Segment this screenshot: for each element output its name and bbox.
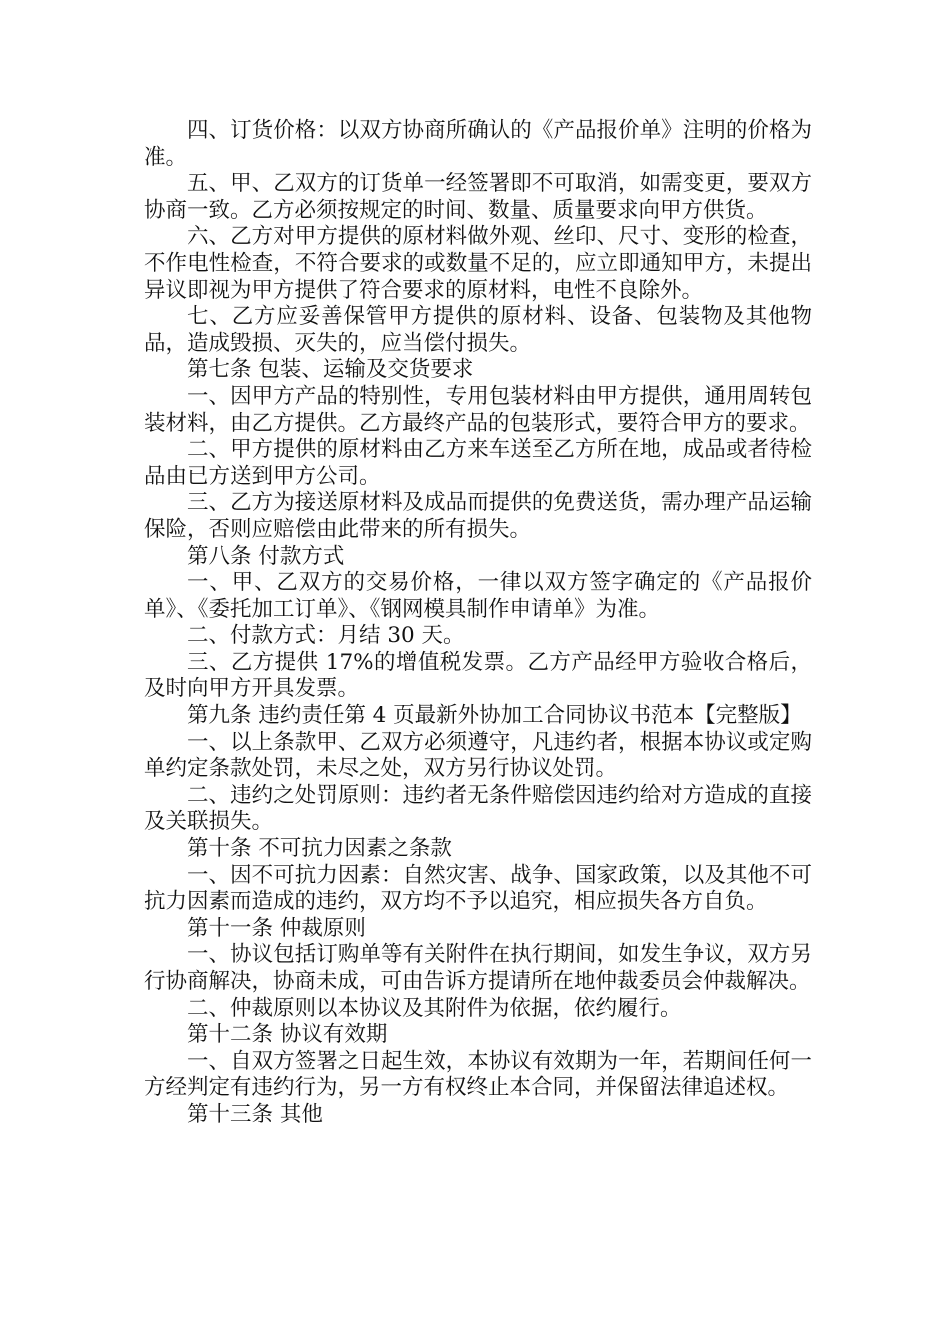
section-heading-article-13: 第十三条 其他: [187, 1101, 323, 1127]
section-heading-article-7: 第七条 包装、运输及交货要求: [187, 357, 474, 383]
paragraph-material-custody: 七、乙方应妥善保管甲方提供的原材料、设备、包装物及其他物品，造成毁损、灭失的，应当偿付损失。: [144, 304, 812, 356]
section-heading-article-12: 第十二条 协议有效期: [187, 1022, 388, 1048]
section-heading-article-11: 第十一条 仲裁原则: [187, 915, 366, 941]
paragraph-invoice: 三、乙方提供 17%的增值税发票。乙方产品经甲方验收合格后，及时向甲方开具发票。: [144, 649, 812, 702]
paragraph-arbitration-dispute: 一、协议包括订购单等有关附件在执行期间，如发生争议，双方另行协商解决，协商未成，可由告诉方提请所在地仲裁委员会仲裁解决。: [144, 942, 812, 994]
section-heading-article-8: 第八条 付款方式: [187, 543, 345, 569]
paragraph-transaction-price: 一、甲、乙双方的交易价格，一律以双方签字确定的《产品报价单》、《委托加工订单》、《钢网模具制作申请单》为准。: [144, 570, 812, 622]
paragraph-arbitration-principle: 二、仲裁原则以本协议及其附件为依据，依约履行。: [187, 995, 682, 1021]
paragraph-force-majeure: 一、因不可抗力因素：自然灾害、战争、国家政策，以及其他不可抗力因素而造成的违约，双方均不予以追究，相应损失各方自负。: [144, 862, 812, 915]
paragraph-breach-principle: 二、违约之处罚原则：违约者无条件赔偿因违约给对方造成的直接及关联损失。: [144, 782, 812, 835]
paragraph-material-inspection: 六、乙方对甲方提供的原材料做外观、丝印、尺寸、变形的检查，不作电性检查，不符合要求的或数量不足的，应立即通知甲方，未提出异议即视为甲方提供了符合要求的原材料，电性不良除外。: [144, 224, 812, 303]
paragraph-material-delivery: 二、甲方提供的原材料由乙方来车送至乙方所在地，成品或者待检品由已方送到甲方公司。: [144, 437, 812, 489]
paragraph-breach-penalty: 一、以上条款甲、乙双方必须遵守，凡违约者，根据本协议或定购单约定条款处罚，未尽之处，双方另行协议处罚。: [144, 729, 812, 782]
section-heading-article-10: 第十条 不可抗力因素之条款: [187, 836, 452, 862]
paragraph-transport-insurance: 三、乙方为接送原材料及成品而提供的免费送货，需办理产品运输保险，否则应赔偿由此带来的所有损失。: [144, 490, 812, 542]
paragraph-order-price: 四、订货价格：以双方协商所确认的《产品报价单》注明的价格为准。: [144, 118, 812, 170]
section-heading-article-9: 第九条 违约责任第 4 页最新外协加工合同协议书范本【完整版】: [187, 703, 802, 729]
paragraph-order-irrevocable: 五、甲、乙双方的订货单一经签署即不可取消，如需变更，要双方协商一致。乙方必须按规定的时间、数量、质量要求向甲方供货。: [144, 171, 812, 223]
paragraph-packaging: 一、因甲方产品的特别性，专用包装材料由甲方提供，通用周转包装材料，由乙方提供。乙方最终产品的包装形式，要符合甲方的要求。: [144, 383, 812, 436]
document-page: [144, 118, 812, 1129]
paragraph-validity: 一、自双方签署之日起生效，本协议有效期为一年，若期间任何一方经判定有违约行为，另一方有权终止本合同，并保留法律追述权。: [144, 1048, 812, 1101]
paragraph-payment-terms: 二、付款方式：月结 30 天。: [187, 623, 465, 649]
